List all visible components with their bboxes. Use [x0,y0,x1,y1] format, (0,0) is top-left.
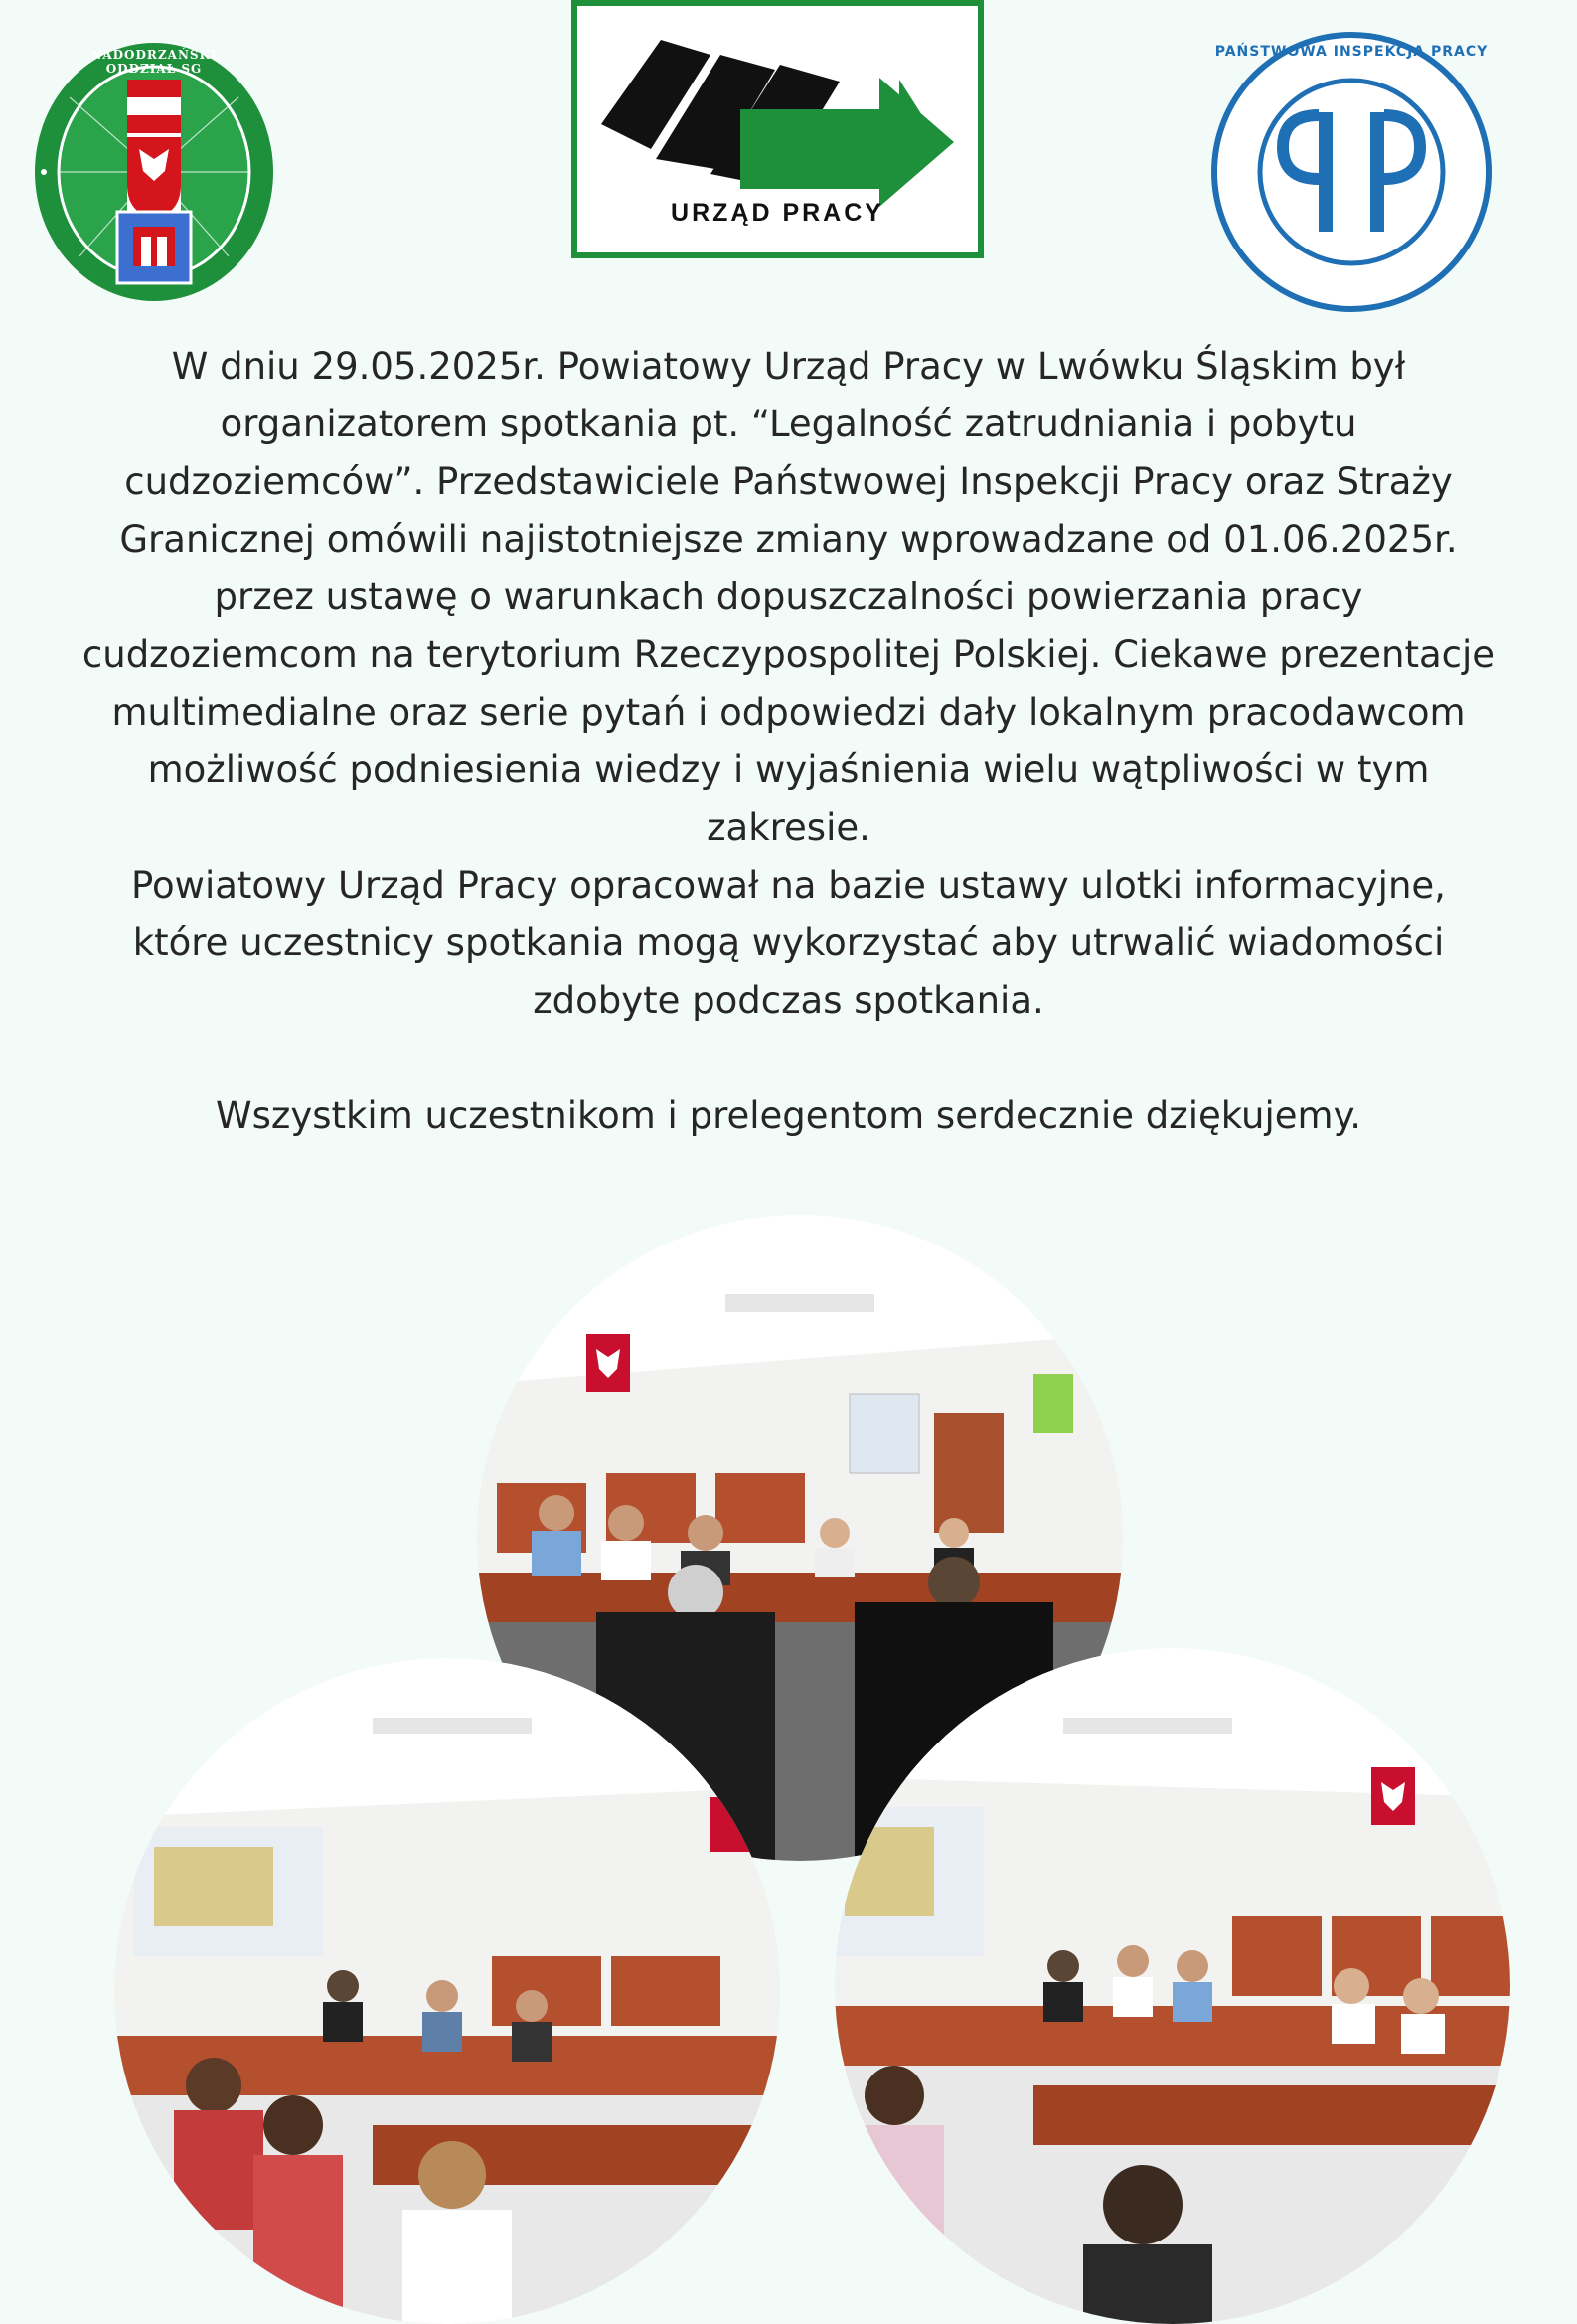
labour-inspectorate-logo-icon [1207,28,1496,316]
pip-logo-label: PAŃSTWOWA INSPEKCJA PRACY [1214,44,1489,60]
sg-logo-label: NADODRZAŃSKI ODDZIAŁ SG [90,48,218,76]
article-paragraph-2: Powiatowy Urząd Pracy opracował na bazie ustawy ulotki informacyjne, które uczestnicy spotkania mogą wykorzystać aby utrwalić wiadomości zdobyte podczas spotkania. [131,864,1446,1022]
employment-office-logo-icon [571,0,984,258]
meeting-photo-left [114,1658,780,2324]
article-text [79,338,1498,1145]
article-paragraph-1: W dniu 29.05.2025r. Powiatowy Urząd Pracy w Lwówku Śląskim był organizatorem spotkania pt. “Legalność zatrudniania i pobytu cudzoziemców”. Przedstawiciele Państwowej Inspekcji Pracy oraz Straży Granicznej omówili najistotniejsze zmiany wprowadzane od 01.06.2025r. przez ustawę o warunkach dopuszczalności powierzania pracy cudzoziemcom na terytorium Rzeczypospolitej Polskiej. Ciekawe prezentacje multimedialne oraz serie pytań i odpowiedzi dały lokalnym pracodawcom możliwość podniesienia wiedzy i wyjaśnienia wielu wątpliwości w tym zakresie. [81,345,1496,849]
border-guard-emblem-icon [30,38,278,306]
meeting-photo-right [835,1648,1510,2324]
article-thanks: Wszystkim uczestnikom i prelegentom serdecznie dziękujemy. [216,1094,1361,1137]
up-logo-label: URZĄD PRACY [671,199,884,227]
